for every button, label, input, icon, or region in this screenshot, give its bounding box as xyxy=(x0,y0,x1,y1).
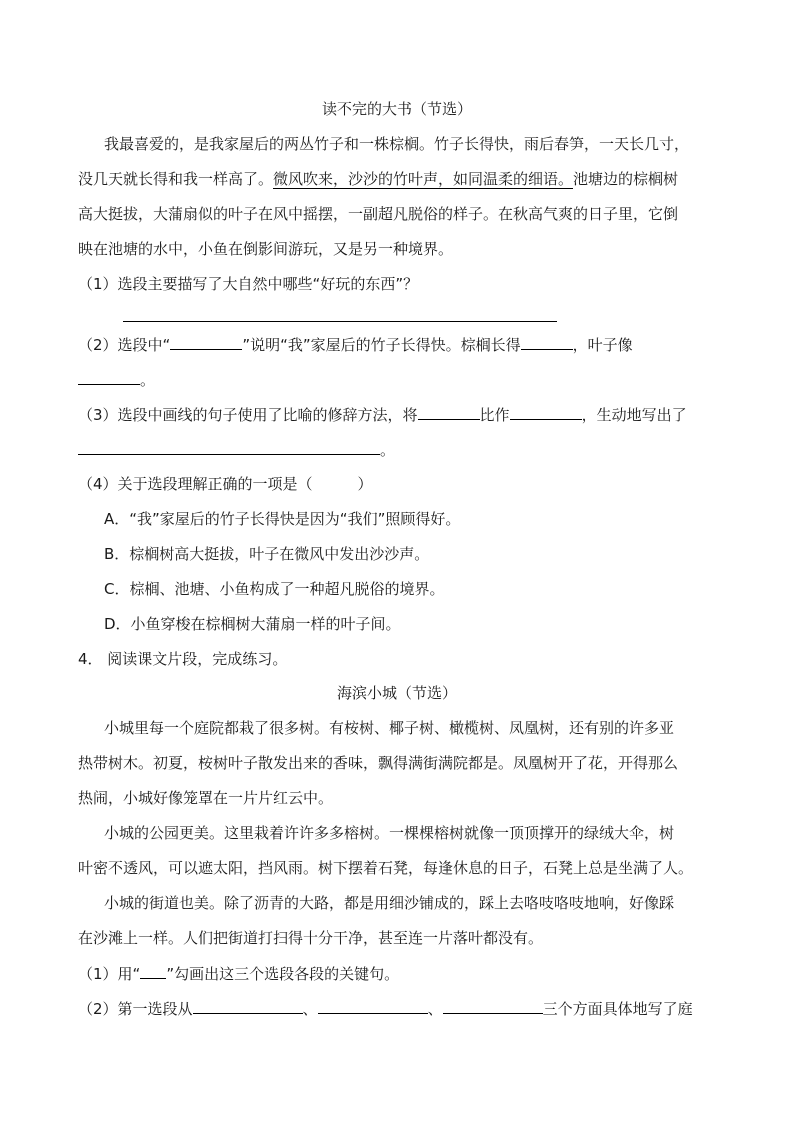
passage2-p2-line-1: 小城的公园更美。这里栽着许许多多榕树。一棵棵榕树就像一顶顶撑开的绿绒大伞，树 xyxy=(104,824,675,842)
q2-text: ”说明“我”家屋后的竹子长得快。棕榈长得 xyxy=(242,336,521,354)
task-4-heading: 4． 阅读课文片段，完成练习。 xyxy=(78,650,288,668)
passage1-text: 没几天就长得和我一样高了。 xyxy=(78,170,274,188)
passage1-line-1: 我最喜爱的，是我家屋后的两丛竹子和一株棕榈。竹子长得快，雨后春笋，一天长几寸， xyxy=(104,135,690,153)
passage2-p2-line-2: 叶密不透风，可以遮太阳，挡风雨。树下摆着石凳，每逢休息的日子，石凳上总是坐满了人。 xyxy=(78,859,694,877)
passage2-question-2 xyxy=(78,998,693,1019)
option-a[interactable]: A．“我”家屋后的竹子长得快是因为“我们”照顾得好。 xyxy=(104,510,461,528)
question-2-cont xyxy=(78,369,155,390)
underline-sample xyxy=(140,963,166,979)
q-text: （1）用“ xyxy=(78,965,141,983)
option-c[interactable]: C．棕榈、池塘、小鱼构成了一种超凡脱俗的境界。 xyxy=(104,580,445,598)
answer-blank[interactable] xyxy=(521,334,573,350)
answer-blank[interactable] xyxy=(318,998,428,1014)
answer-blank[interactable] xyxy=(193,998,303,1014)
passage1-line-3: 高大挺拔，大蒲扇似的叶子在风中摇摆，一副超凡脱俗的样子。在秋高气爽的日子里，它倒 xyxy=(78,205,679,223)
passage2-p3-line-1: 小城的街道也美。除了沥青的大路，都是用细沙铺成的，踩上去咯吱咯吱地响，好像踩 xyxy=(104,894,675,912)
answer-blank[interactable] xyxy=(78,439,380,455)
answer-blank[interactable] xyxy=(443,998,543,1014)
q2-text: 。 xyxy=(140,371,156,389)
q-text: 、 xyxy=(427,1000,443,1018)
q-text: （2）第一选段从 xyxy=(78,1000,193,1018)
passage2-p1-line-3: 热闹，小城好像笼罩在一片片红云中。 xyxy=(78,789,334,807)
q-text: 、 xyxy=(302,1000,318,1018)
q2-text: ，叶子像 xyxy=(572,336,633,354)
question-2 xyxy=(78,334,633,355)
passage1-title: 读不完的大书（节选） xyxy=(321,100,472,118)
passage2-question-1 xyxy=(78,963,399,984)
q-text: 三个方面具体地写了庭 xyxy=(542,1000,693,1018)
answer-blank[interactable] xyxy=(418,404,480,420)
q-text: ”勾画出这三个选段各段的关键句。 xyxy=(166,965,400,983)
q3-text: 比作 xyxy=(479,406,510,424)
underlined-metaphor-sentence: 微风吹来，沙沙的竹叶声，如同温柔的细语。 xyxy=(273,170,574,188)
passage2-p1-line-2: 热带树木。初夏，桉树叶子散发出来的香味，飘得满街满院都是。凤凰树开了花，开得那么 xyxy=(78,754,679,772)
passage2-p1-line-1: 小城里每一个庭院都栽了很多树。有桉树、椰子树、橄榄树、凤凰树，还有别的许多亚 xyxy=(104,719,675,737)
question-1: （1）选段主要描写了大自然中哪些“好玩的东西”？ xyxy=(78,275,419,293)
q2-text: （2）选段中“ xyxy=(78,336,171,354)
q3-text: ，生动地写出了 xyxy=(581,406,687,424)
answer-blank[interactable] xyxy=(510,404,582,420)
answer-blank[interactable] xyxy=(78,369,140,385)
question-3 xyxy=(78,404,687,425)
option-b[interactable]: B．棕榈树高大挺拔，叶子在微风中发出沙沙声。 xyxy=(104,545,430,563)
passage1-line-2 xyxy=(78,169,678,189)
q3-text: （3）选段中画线的句子使用了比喻的修辞方法，将 xyxy=(78,406,418,424)
passage2-p3-line-2: 在沙滩上一样。人们把街道打扫得十分干净，甚至连一片落叶都没有。 xyxy=(78,929,544,947)
passage1-text: 池塘边的棕榈树 xyxy=(573,170,679,188)
passage1-line-4: 映在池塘的水中，小鱼在倒影间游玩，又是另一种境界。 xyxy=(78,240,454,258)
question-3-cont xyxy=(78,439,395,460)
question-4: （4）关于选段理解正确的一项是（ ） xyxy=(78,475,373,493)
q3-text: 。 xyxy=(380,441,396,459)
option-d[interactable]: D．小鱼穿梭在棕榈树大蒲扇一样的叶子间。 xyxy=(104,615,401,633)
answer-blank[interactable] xyxy=(170,334,242,350)
passage2-title: 海滨小城（节选） xyxy=(336,684,457,702)
answer-line-q1[interactable] xyxy=(123,321,557,322)
